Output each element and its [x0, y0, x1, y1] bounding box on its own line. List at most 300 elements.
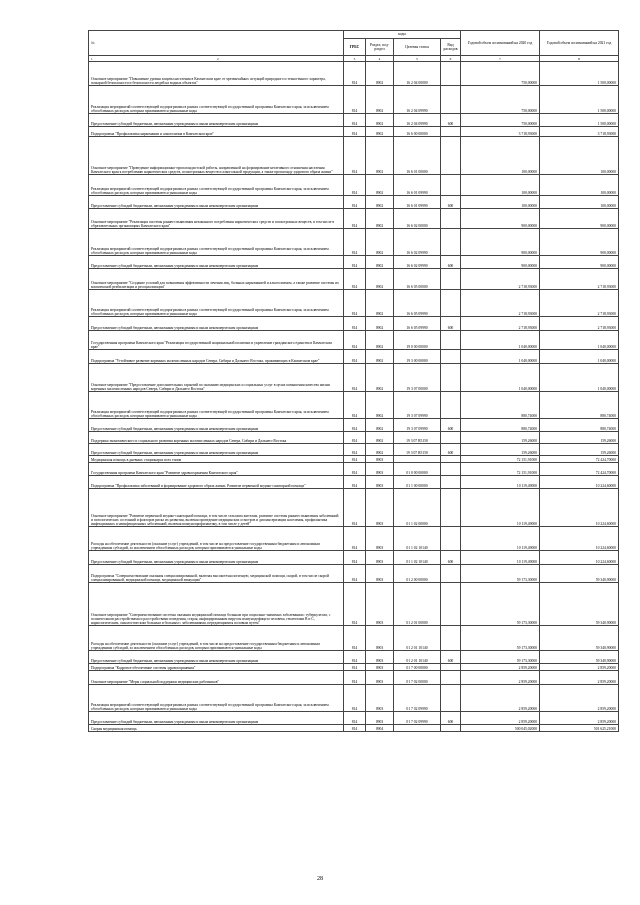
table-row	[89, 196, 619, 209]
row-target-article: 16 6 05 00000	[394, 269, 441, 290]
header-codes-title: коды	[344, 31, 461, 39]
row-name: Реализация мероприятий соответствующей подпрограммы в рамках соответствующей государственной программы Камчатского края, за исключением обособленных расходов, которым присваиваются уникальные коды	[89, 290, 344, 317]
row-razdel: 0903	[366, 712, 394, 725]
row-expense-type: 600	[441, 419, 461, 432]
row-expense-type	[441, 565, 461, 583]
row-name: Основное мероприятие "Повышение уровня защиты населения в Камчатском крае от чрезвычайных ситуаций природного и техногенного характера, пожарной безопасности и безопасности людей на водных объектах"	[89, 62, 344, 86]
row-name: Подпрограмма "Совершенствование оказания специализированной, включая высокотехнологичную, медицинской помощи, скорой, в том числе скорой специализированной, медицинской помощи, медицинской эвакуации"	[89, 565, 344, 583]
row-name: Основное мероприятие "Развитие первичной медико-санитарной помощи, в том числе сельским жителям, развитие системы раннего выявления заболеваний и патологических состояний и факторов риска их развития, включая проведение медицинских осмотров и диспансеризации населения, профилактика инфекционных и неинфекционных заболеваний, включая иммунопрофилактику, в том числе у детей"	[89, 489, 344, 527]
row-razdel: 0903	[366, 626, 394, 651]
header-sum-2020: Годовой объем ассигнований на 2020 год	[461, 31, 540, 56]
row-sum-2020: 500 045,02000	[461, 725, 540, 732]
row-grbs: 814	[344, 419, 366, 432]
row-expense-type	[441, 62, 461, 86]
row-expense-type	[441, 364, 461, 392]
row-grbs: 814	[344, 712, 366, 725]
table-row	[89, 269, 619, 290]
table-row	[89, 463, 619, 476]
row-name: Предоставление субсидий бюджетным, автономным учреждениям и иным некоммерческим организациям	[89, 114, 344, 127]
row-name: Предоставление субсидий бюджетным, автономным учреждениям и иным некоммерческим организациям	[89, 317, 344, 331]
row-expense-type: 600	[441, 651, 461, 664]
row-name: Поддержка экономического и социального развития коренных малочисленных народов Севера, Сибири и Дальнего Востока	[89, 432, 344, 444]
row-sum-2021: 2 718,93000	[540, 290, 619, 317]
row-name: Предоставление субсидий бюджетным, автономным учреждениям и иным некоммерческим организациям	[89, 419, 344, 432]
row-grbs: 814	[344, 456, 366, 463]
row-sum-2021: 100,00000	[540, 137, 619, 175]
row-expense-type	[441, 664, 461, 671]
row-sum-2020: 100,00000	[461, 196, 540, 209]
row-expense-type	[441, 269, 461, 290]
row-sum-2020: 750,00000	[461, 114, 540, 127]
row-sum-2021: 100,00000	[540, 196, 619, 209]
row-razdel: 0902	[366, 331, 394, 350]
row-sum-2020: 900,00000	[461, 209, 540, 229]
row-target-article: 19 3 07 R5150	[394, 444, 441, 456]
row-expense-type	[441, 671, 461, 685]
row-expense-type	[441, 175, 461, 196]
row-sum-2021: 2 859,20000	[540, 671, 619, 685]
row-name: Предоставление субсидий бюджетным, автономным учреждениям и иным некоммерческим организациям	[89, 551, 344, 565]
row-grbs: 814	[344, 551, 366, 565]
row-name: Скорая медицинская помощь	[89, 725, 344, 732]
row-grbs: 814	[344, 127, 366, 137]
row-target-article: 16 2 04 09990	[394, 86, 441, 114]
column-number: 5	[394, 56, 441, 62]
row-name: Подпрограмма "Профилактика заболеваний и формирование здорового образа жизни. Развитие первичной медико-санитарной помощи"	[89, 476, 344, 489]
row-sum-2020: 72 151,91000	[461, 463, 540, 476]
row-sum-2021: 1 040,00000	[540, 350, 619, 364]
row-name: Реализация мероприятий соответствующей подпрограммы в рамках соответствующей государственной программы Камчатского края, за исключением обособленных расходов, которым присваиваются уникальные коды	[89, 685, 344, 712]
row-target-article: 01 2 01 10140	[394, 626, 441, 651]
row-target-article: 01 1 02 10140	[394, 551, 441, 565]
row-sum-2021: 10 224,60000	[540, 476, 619, 489]
row-expense-type	[441, 456, 461, 463]
row-razdel: 0902	[366, 114, 394, 127]
row-razdel: 0902	[366, 62, 394, 86]
row-grbs: 814	[344, 331, 366, 350]
table-row	[89, 712, 619, 725]
row-target-article: 16 6 01 09990	[394, 196, 441, 209]
row-sum-2020: 59 173,30000	[461, 583, 540, 626]
header-code-razdel: Раздел, под-раздел	[366, 39, 394, 56]
row-name: Медицинская помощь в дневных стационарах всех типов	[89, 456, 344, 463]
row-sum-2021: 59 340,90000	[540, 565, 619, 583]
row-expense-type	[441, 209, 461, 229]
row-sum-2021: 159,26000	[540, 444, 619, 456]
row-sum-2020: 2 859,20000	[461, 671, 540, 685]
row-target-article: 19 3 07 09990	[394, 419, 441, 432]
row-razdel: 0903	[366, 527, 394, 551]
row-expense-type: 600	[441, 551, 461, 565]
row-name: Основное мероприятие "Создание условий для повышения эффективности лечения лиц, больных наркоманией и алкоголизмом, а также развитие системы их комплексной реабилитации и ресоциализации"	[89, 269, 344, 290]
row-grbs: 814	[344, 209, 366, 229]
row-sum-2020: 3 718,93000	[461, 127, 540, 137]
row-sum-2020: 159,26000	[461, 432, 540, 444]
row-expense-type	[441, 290, 461, 317]
row-grbs: 814	[344, 432, 366, 444]
row-target-article: 19 0 00 00000	[394, 331, 441, 350]
row-razdel: 0902	[366, 419, 394, 432]
row-name: Государственная программа Камчатского края "Развитие здравоохранения Камчатского края"	[89, 463, 344, 476]
row-target-article: 01 7 02 09990	[394, 685, 441, 712]
row-name: Основное мероприятие "Проведение информационно-пропагандистской работы, направленной на формирование негативного отношения населения Камчатского края к потреблению наркотических средств, психотропных веществ и алкогольной продукции, а также пропаганду здорового образа жизни"	[89, 137, 344, 175]
row-razdel: 0902	[366, 432, 394, 444]
row-razdel: 0902	[366, 269, 394, 290]
row-name: Предоставление субсидий бюджетным, автономным учреждениям и иным некоммерческим организациям	[89, 196, 344, 209]
row-target-article	[394, 456, 441, 463]
row-expense-type	[441, 583, 461, 626]
table-row	[89, 364, 619, 392]
row-grbs: 814	[344, 444, 366, 456]
row-grbs: 814	[344, 626, 366, 651]
row-sum-2021: 159,26000	[540, 432, 619, 444]
row-expense-type: 600	[441, 114, 461, 127]
row-razdel: 0902	[366, 350, 394, 364]
table-row	[89, 671, 619, 685]
row-razdel: 0903	[366, 651, 394, 664]
row-name: Предоставление субсидий бюджетным, автономным учреждениям и иным некоммерческим организациям	[89, 712, 344, 725]
row-grbs: 814	[344, 364, 366, 392]
row-sum-2021: 1 500,00000	[540, 114, 619, 127]
row-sum-2020: 72 151,91000	[461, 456, 540, 463]
table-row	[89, 565, 619, 583]
row-grbs: 814	[344, 392, 366, 419]
row-sum-2020: 2 859,20000	[461, 685, 540, 712]
row-sum-2021: 100,00000	[540, 175, 619, 196]
row-target-article: 19 3 07 00000	[394, 364, 441, 392]
row-grbs: 814	[344, 62, 366, 86]
row-sum-2021: 900,00000	[540, 229, 619, 256]
row-grbs: 814	[344, 651, 366, 664]
table-row	[89, 527, 619, 551]
row-name: Подпрограмма "Устойчивое развитие коренных малочисленных народов Севера, Сибири и Дальнего Востока, проживающих в Камчатском крае"	[89, 350, 344, 364]
row-sum-2020: 10 119,49000	[461, 476, 540, 489]
row-target-article: 16 2 04 00000	[394, 62, 441, 86]
row-target-article: 16 6 01 09990	[394, 175, 441, 196]
row-sum-2021: 880,74000	[540, 392, 619, 419]
row-name: Расходы на обеспечение деятельности (оказание услуг) учреждений, в том числе на предоставление государственным бюджетным и автономным учреждениям субсидий, за исключением обособленных расходов, которым присваиваются уникальные коды	[89, 626, 344, 651]
row-sum-2020: 880,74000	[461, 392, 540, 419]
row-target-article: 16 6 02 09990	[394, 229, 441, 256]
row-name: Предоставление субсидий бюджетным, автономным учреждениям и иным некоммерческим организациям	[89, 256, 344, 269]
row-razdel: 0902	[366, 364, 394, 392]
row-grbs: 814	[344, 489, 366, 527]
row-sum-2021: 2 859,20000	[540, 685, 619, 712]
row-sum-2021: 2 859,20000	[540, 712, 619, 725]
row-sum-2020: 2 718,93000	[461, 290, 540, 317]
row-expense-type	[441, 685, 461, 712]
row-expense-type	[441, 86, 461, 114]
row-razdel: 0902	[366, 86, 394, 114]
row-name: Реализация мероприятий соответствующей подпрограммы в рамках соответствующей государственной программы Камчатского края, за исключением обособленных расходов, которым присваиваются уникальные коды	[89, 86, 344, 114]
row-sum-2021: 10 224,60000	[540, 527, 619, 551]
row-name: Основное мероприятие "Меры социальной поддержки медицинских работников"	[89, 671, 344, 685]
row-grbs: 814	[344, 664, 366, 671]
row-name: Расходы на обеспечение деятельности (оказание услуг) учреждений, в том числе на предоставление государственным бюджетным и автономным учреждениям субсидий, за исключением обособленных расходов, которым присваиваются уникальные коды	[89, 527, 344, 551]
row-sum-2020: 900,00000	[461, 229, 540, 256]
row-razdel: 0903	[366, 565, 394, 583]
row-name: Реализация мероприятий соответствующей подпрограммы в рамках соответствующей государственной программы Камчатского края, за исключением обособленных расходов, которым присваиваются уникальные коды	[89, 175, 344, 196]
row-expense-type: 600	[441, 712, 461, 725]
row-expense-type: 600	[441, 317, 461, 331]
header-code-grbs: ГРБС	[344, 39, 366, 56]
table-body	[89, 56, 619, 732]
row-expense-type: 600	[441, 196, 461, 209]
row-target-article: 01 1 00 00000	[394, 476, 441, 489]
row-razdel: 0904	[366, 725, 394, 732]
row-name: Государственная программа Камчатского края "Реализация государственной национальной политики и укрепление гражданского единства в Камчатском крае"	[89, 331, 344, 350]
row-expense-type	[441, 432, 461, 444]
table-row	[89, 489, 619, 527]
table-row	[89, 256, 619, 269]
row-name: Предоставление субсидий бюджетным, автономным учреждениям и иным некоммерческим организациям	[89, 444, 344, 456]
row-sum-2021: 2 718,93000	[540, 269, 619, 290]
row-sum-2021: 59 340,90000	[540, 583, 619, 626]
row-razdel: 0902	[366, 317, 394, 331]
row-target-article: 01 1 02 10140	[394, 527, 441, 551]
row-razdel: 0903	[366, 583, 394, 626]
table-row	[89, 209, 619, 229]
row-razdel: 0903	[366, 671, 394, 685]
row-sum-2020: 880,74000	[461, 419, 540, 432]
row-sum-2021: 1 500,00000	[540, 62, 619, 86]
row-sum-2020: 2 859,20000	[461, 712, 540, 725]
row-target-article: 16 6 00 00000	[394, 127, 441, 137]
row-grbs: 814	[344, 137, 366, 175]
row-target-article: 16 6 02 00000	[394, 209, 441, 229]
row-expense-type	[441, 137, 461, 175]
budget-table	[88, 30, 619, 732]
row-expense-type	[441, 127, 461, 137]
column-number: 8	[540, 56, 619, 62]
table-row	[89, 317, 619, 331]
row-expense-type	[441, 392, 461, 419]
row-sum-2021: 1 040,00000	[540, 364, 619, 392]
row-expense-type: 600	[441, 444, 461, 456]
row-target-article: 01 1 02 00000	[394, 489, 441, 527]
row-sum-2021: 900,00000	[540, 256, 619, 269]
row-grbs: 814	[344, 476, 366, 489]
row-razdel: 0903	[366, 476, 394, 489]
row-sum-2020: 10 119,49000	[461, 489, 540, 527]
row-target-article: 01 7 02 00000	[394, 671, 441, 685]
table-row	[89, 725, 619, 732]
row-grbs: 814	[344, 583, 366, 626]
row-sum-2021: 900,00000	[540, 209, 619, 229]
row-razdel: 0902	[366, 290, 394, 317]
row-sum-2021: 2 718,93000	[540, 317, 619, 331]
row-target-article: 16 6 05 09990	[394, 290, 441, 317]
row-sum-2021: 72 424,70000	[540, 463, 619, 476]
row-target-article: 16 6 05 09990	[394, 317, 441, 331]
row-expense-type	[441, 229, 461, 256]
row-razdel: 0903	[366, 489, 394, 527]
table-row	[89, 456, 619, 463]
row-grbs: 814	[344, 685, 366, 712]
row-sum-2021: 10 224,60000	[540, 551, 619, 565]
row-grbs: 814	[344, 463, 366, 476]
row-grbs: 814	[344, 114, 366, 127]
row-name: Основное мероприятие "Совершенствование системы оказания медицинской помощи больным при социально-значимых заболеваниях: туберкулезом, с психическими расстройствами и расстройствами поведения, старая, инфицированным вирусом иммунодефицита человека, гепатитами В и С, наркологическим, онкологическим больным и больным с заболеваниями, передающимися половым путем"	[89, 583, 344, 626]
row-grbs: 814	[344, 565, 366, 583]
row-grbs: 814	[344, 725, 366, 732]
row-name: Реализация мероприятий соответствующей подпрограммы в рамках соответствующей государственной программы Камчатского края, за исключением обособленных расходов, которым присваиваются уникальные коды	[89, 392, 344, 419]
row-grbs: 814	[344, 256, 366, 269]
row-grbs: 814	[344, 671, 366, 685]
row-name: Предоставление субсидий бюджетным, автономным учреждениям и иным некоммерческим организациям	[89, 651, 344, 664]
row-sum-2020: 10 119,49000	[461, 551, 540, 565]
row-name: Основное мероприятие "Реализация системы раннего выявления незаконного потребления наркотических средств и психотропных веществ, в том числе в образовательных организациях Камчатского края"	[89, 209, 344, 229]
table-row	[89, 626, 619, 651]
row-razdel: 0902	[366, 392, 394, 419]
row-razdel: 0902	[366, 175, 394, 196]
row-target-article: 16 6 01 00000	[394, 137, 441, 175]
row-target-article: 01 7 00 00000	[394, 664, 441, 671]
table-row	[89, 137, 619, 175]
row-razdel: 0903	[366, 456, 394, 463]
row-sum-2020: 1 040,00000	[461, 364, 540, 392]
column-number: 2	[217, 56, 219, 61]
row-razdel: 0902	[366, 137, 394, 175]
table-row	[89, 651, 619, 664]
header-code-cs: Целевая статья	[394, 39, 441, 56]
row-sum-2020: 2 859,20000	[461, 664, 540, 671]
table-row	[89, 331, 619, 350]
row-target-article: 19 3 07 09990	[394, 392, 441, 419]
header-code-vr: Вид расходов	[441, 39, 461, 56]
table-row	[89, 62, 619, 86]
row-razdel: 0902	[366, 196, 394, 209]
row-target-article: 16 2 04 09990	[394, 114, 441, 127]
table-row	[89, 476, 619, 489]
row-sum-2020: 59 173,30000	[461, 565, 540, 583]
row-expense-type	[441, 463, 461, 476]
row-razdel: 0903	[366, 664, 394, 671]
row-name: Реализация мероприятий соответствующей подпрограммы в рамках соответствующей государственной программы Камчатского края, за исключением обособленных расходов, которым присваиваются уникальные коды	[89, 229, 344, 256]
row-sum-2020: 2 718,93000	[461, 317, 540, 331]
row-target-article: 01 0 00 00000	[394, 463, 441, 476]
table-row	[89, 86, 619, 114]
row-expense-type	[441, 331, 461, 350]
row-sum-2020: 59 173,30000	[461, 626, 540, 651]
row-grbs: 814	[344, 86, 366, 114]
column-number: 7	[461, 56, 540, 62]
row-sum-2020: 750,00000	[461, 86, 540, 114]
row-target-article: 19 3 07 R5150	[394, 432, 441, 444]
row-sum-2021: 2 859,20000	[540, 664, 619, 671]
row-sum-2020: 100,00000	[461, 137, 540, 175]
row-target-article: 01 2 01 00000	[394, 583, 441, 626]
table-row	[89, 127, 619, 137]
row-sum-2021: 72 424,70000	[540, 456, 619, 463]
row-sum-2020: 900,00000	[461, 256, 540, 269]
budget-table-sheet	[88, 30, 618, 732]
row-sum-2020: 59 173,30000	[461, 651, 540, 664]
row-sum-2021: 501 625,21000	[540, 725, 619, 732]
row-target-article: 16 6 02 09990	[394, 256, 441, 269]
row-grbs: 814	[344, 317, 366, 331]
row-sum-2020: 1 040,00000	[461, 331, 540, 350]
table-row	[89, 175, 619, 196]
row-sum-2021: 880,74000	[540, 419, 619, 432]
table-row	[89, 685, 619, 712]
column-number: 6	[441, 56, 461, 62]
table-row	[89, 551, 619, 565]
row-grbs: 814	[344, 269, 366, 290]
row-target-article: 01 2 01 10140	[394, 651, 441, 664]
row-expense-type	[441, 476, 461, 489]
row-razdel: 0902	[366, 444, 394, 456]
row-expense-type	[441, 489, 461, 527]
row-razdel: 0902	[366, 127, 394, 137]
row-target-article: 01 2 00 00000	[394, 565, 441, 583]
row-sum-2020: 750,00000	[461, 62, 540, 86]
row-sum-2021: 10 224,60000	[540, 489, 619, 527]
row-expense-type	[441, 350, 461, 364]
row-grbs: 814	[344, 196, 366, 209]
row-grbs: 814	[344, 350, 366, 364]
table-row	[89, 350, 619, 364]
page-number: 28	[317, 876, 323, 882]
row-razdel: 0902	[366, 229, 394, 256]
column-number: 4	[366, 56, 394, 62]
table-row	[89, 392, 619, 419]
row-razdel: 0902	[366, 209, 394, 229]
row-sum-2021: 1 040,00000	[540, 331, 619, 350]
table-row	[89, 583, 619, 626]
row-name: Подпрограмма "Профилактика наркомании и алкоголизма в Камчатском крае"	[89, 127, 344, 137]
header-sum-2021: Годовой объем ассигнований на 2021 год	[540, 31, 619, 56]
row-name: Основное мероприятие "Предоставление дополнительных гарантий по оказанию медицинских и социальных услуг в целях повышения качества жизни коренных малочисленных народов Севера, Сибири и Дальнего Востока"	[89, 364, 344, 392]
row-target-article	[394, 725, 441, 732]
row-expense-type	[441, 725, 461, 732]
row-sum-2021: 1 500,00000	[540, 86, 619, 114]
row-grbs: 814	[344, 229, 366, 256]
table-row	[89, 229, 619, 256]
row-expense-type: 600	[441, 256, 461, 269]
row-sum-2020: 1 040,00000	[461, 350, 540, 364]
table-row	[89, 432, 619, 444]
header-number-sign: №	[89, 31, 344, 56]
row-sum-2020: 159,26000	[461, 444, 540, 456]
row-razdel: 0903	[366, 463, 394, 476]
table-row	[89, 444, 619, 456]
row-razdel: 0902	[366, 256, 394, 269]
table-row	[89, 290, 619, 317]
row-target-article: 19 3 00 00000	[394, 350, 441, 364]
row-sum-2020: 2 718,93000	[461, 269, 540, 290]
row-razdel: 0903	[366, 551, 394, 565]
row-name: Подпрограмма "Кадровое обеспечение системы здравоохранения"	[89, 664, 344, 671]
table-row	[89, 664, 619, 671]
row-razdel: 0903	[366, 685, 394, 712]
table-row	[89, 114, 619, 127]
row-grbs: 814	[344, 527, 366, 551]
column-number: 3	[344, 56, 366, 62]
column-number: 1	[91, 56, 93, 61]
row-grbs: 814	[344, 290, 366, 317]
row-sum-2020: 10 119,49000	[461, 527, 540, 551]
row-expense-type	[441, 626, 461, 651]
row-expense-type	[441, 527, 461, 551]
row-sum-2021: 59 340,90000	[540, 651, 619, 664]
row-target-article: 01 7 02 09990	[394, 712, 441, 725]
table-row	[89, 419, 619, 432]
row-sum-2020: 100,00000	[461, 175, 540, 196]
row-grbs: 814	[344, 175, 366, 196]
row-sum-2021: 59 340,90000	[540, 626, 619, 651]
row-sum-2021: 3 718,93000	[540, 127, 619, 137]
